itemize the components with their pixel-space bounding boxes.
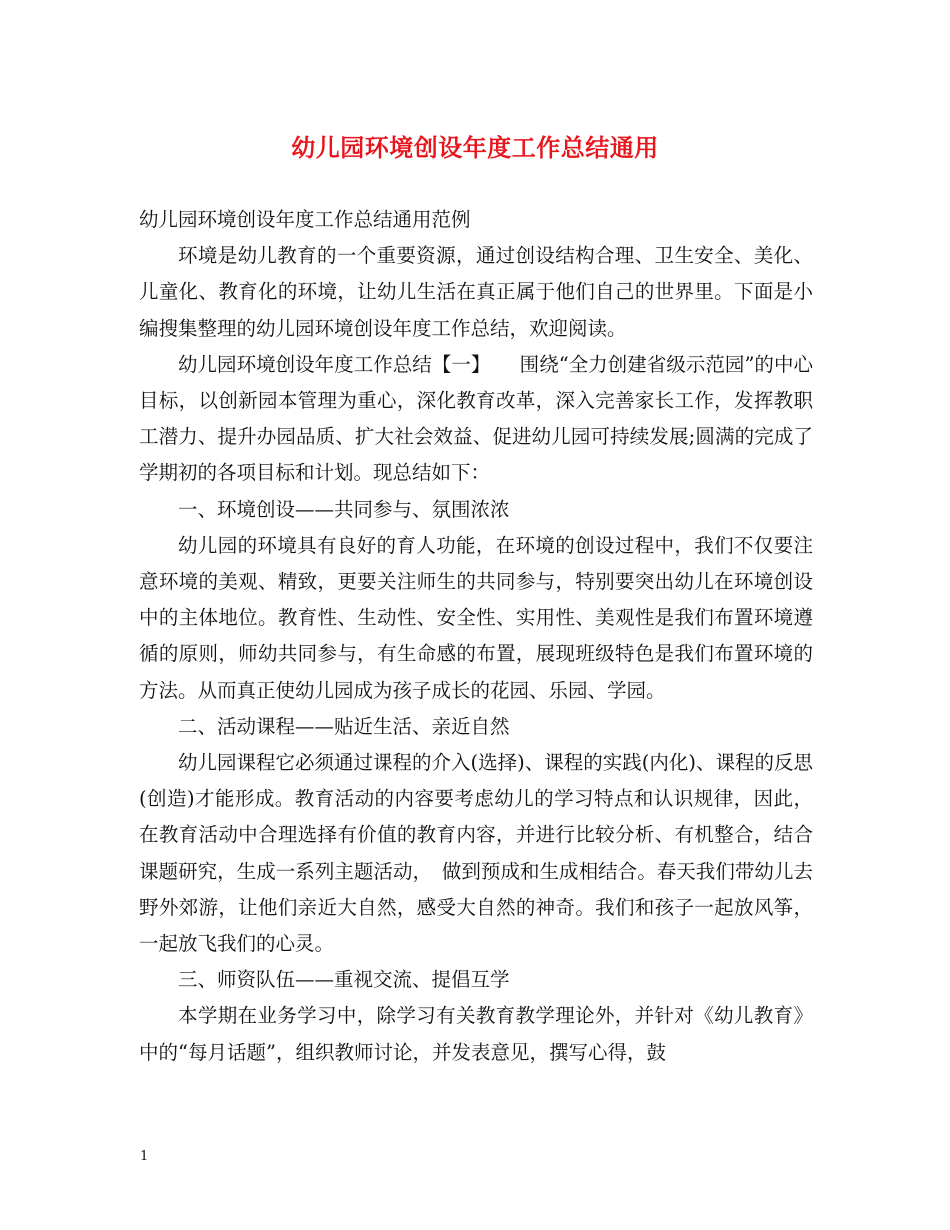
subtitle-paragraph: 幼儿园环境创设年度工作总结通用范例 (139, 208, 471, 231)
section-heading-environment: 一、环境创设——共同参与、氛围浓浓 (178, 497, 510, 521)
curriculum-paragraph: 幼儿园课程它必须通过课程的介入(选择)、课程的实践(内化)、课程的反思(创造)才能形成。教育活动的内容要考虑幼儿的学习特点和认识规律，因此，在教育活动中合理选择有价值的教育内容，并进行比较分析、有机整合，结合课题研究，生成一系列主题活动， 做到预成和生成相结合。春天我们带幼儿去野外郊游，让他们亲近大自然，感受大自然的神奇。我们和孩子一起放风筝，一起放飞我们的心灵。 (139, 751, 813, 956)
page-number: 1 (140, 1149, 149, 1164)
environment-paragraph: 幼儿园的环境具有良好的育人功能，在环境的创设过程中，我们不仅要注意环境的美观、精致，更要关注师生的共同参与，特别要突出幼儿在环境创设中的主体地位。教育性、生动性、安全性、实用性、美观性是我们布置环境遵循的原则，师幼共同参与，有生命感的布置，展现班级特色是我们布置环境的方法。从而真正使幼儿园成为孩子成长的花园、乐园、学园。 (139, 533, 813, 702)
document-title: 幼儿园环境创设年度工作总结通用 (291, 133, 659, 162)
document-body (139, 200, 813, 1071)
section-heading-teachers: 三、师资队伍——重视交流、提倡互学 (178, 968, 510, 992)
summary-one-paragraph: 幼儿园环境创设年度工作总结【一】 围绕“全力创建省级示范园”的中心目标，以创新园本管理为重心，深化教育改革，深入完善家长工作，发挥教职工潜力、提升办园品质、扩大社会效益、促进幼儿园可持续发展;圆满的完成了学期初的各项目标和计划。现总结如下： (139, 352, 813, 485)
section-heading-curriculum: 二、活动课程——贴近生活、亲近自然 (178, 714, 510, 738)
intro-paragraph: 环境是幼儿教育的一个重要资源，通过创设结构合理、卫生安全、美化、儿童化、教育化的环境，让幼儿生活在真正属于他们自己的世界里。下面是小编搜集整理的幼儿园环境创设年度工作总结，欢迎阅读。 (139, 244, 813, 340)
teachers-paragraph: 本学期在业务学习中，除学习有关教育教学理论外，并针对《幼儿教育》中的“每月话题”，组织教师讨论，并发表意见，撰写心得，鼓 (139, 1004, 813, 1064)
